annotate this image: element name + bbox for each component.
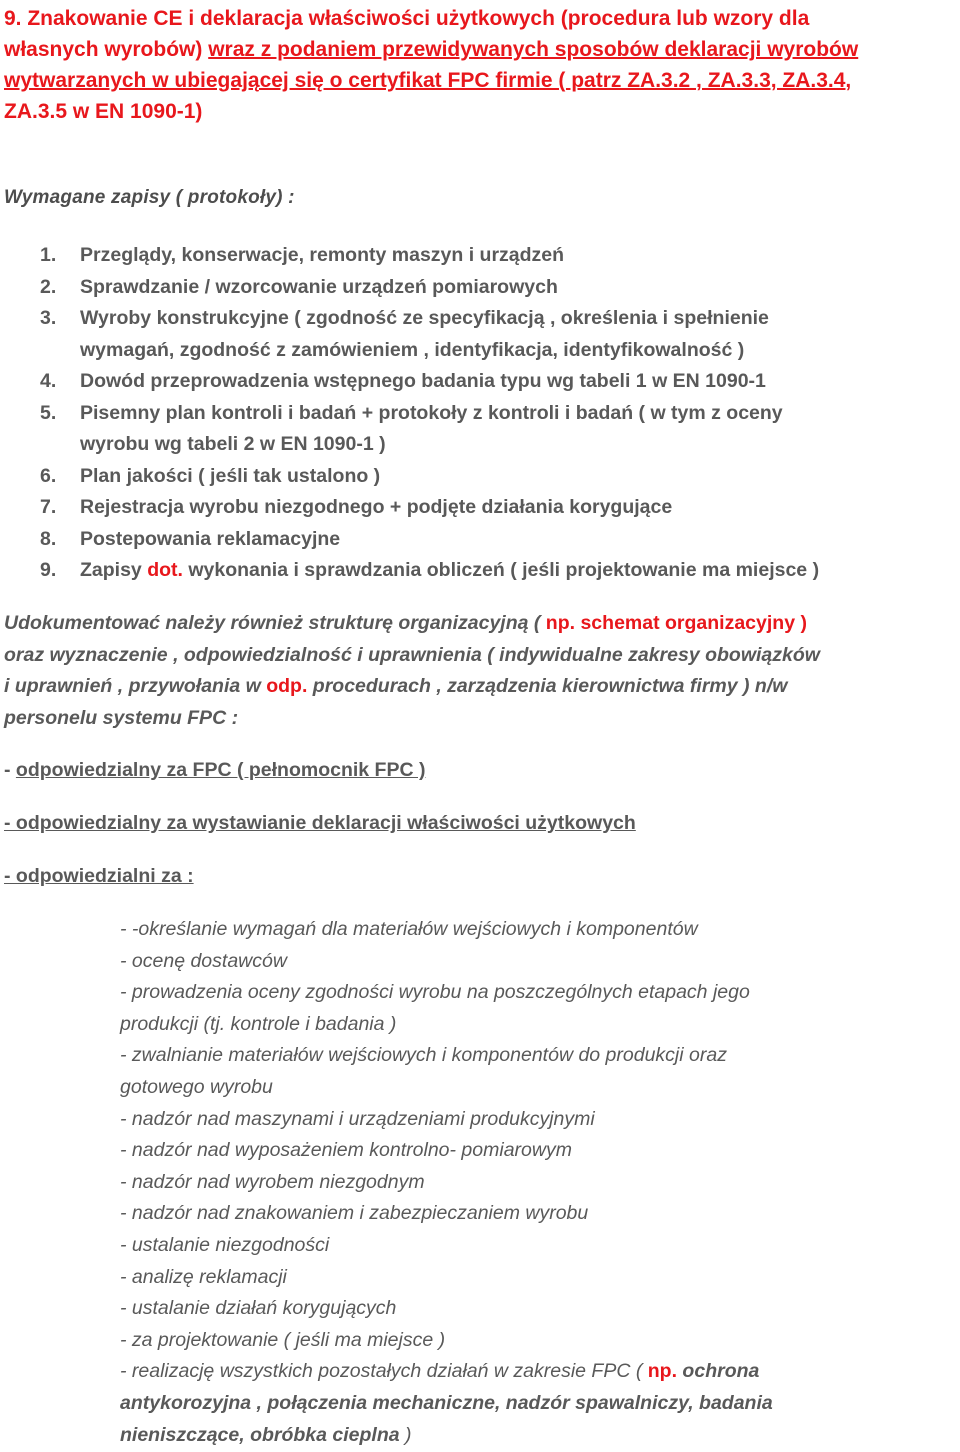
duty-item: - nadzór nad wyrobem niezgodnym — [120, 1170, 425, 1193]
duty-item-last — [120, 1356, 950, 1388]
duty-item: - zwalnianie materiałów wejściowych i komponentów do produkcji oraz — [120, 1044, 727, 1067]
duty-item: - -określanie wymagań dla materiałów wejściowych i komponentów — [120, 918, 698, 940]
duty-item: - nadzór nad wyposażeniem kontrolno- pomiarowym — [120, 1139, 572, 1162]
record-item-7 — [0, 492, 819, 524]
record-number: 3. — [40, 307, 57, 329]
record-item-6 — [0, 461, 819, 493]
record-number: 9. — [40, 559, 57, 581]
record-text: Przeglądy, konserwacje, remonty maszyn i urządzeń — [80, 244, 565, 266]
paragraph-text: Udokumentować należy również strukturę organizacyjną ( — [4, 612, 546, 634]
record-text: Dowód przeprowadzenia wstępnego badania typu wg tabeli 1 w EN 1090-1 — [80, 370, 766, 392]
record-abbrev: dot. — [147, 559, 183, 581]
role-text: - odpowiedzialni za : — [4, 865, 194, 887]
heading-line-1: 9. Znakowanie CE i deklaracja właściwości użytkowych (procedura lub wzory dla — [4, 7, 810, 30]
record-number: 8. — [40, 527, 57, 550]
duty-text-bold: ochrona — [677, 1360, 760, 1383]
role-text: odpowiedzialny za FPC ( pełnomocnik FPC ) — [15, 759, 426, 781]
role-text: - odpowiedzialny za wystawianie deklaracji właściwości użytkowych — [4, 812, 636, 834]
record-item-2 — [0, 272, 819, 304]
record-item-4 — [0, 366, 819, 398]
record-text: Zapisy — [80, 559, 148, 581]
duty-item: - za projektowanie ( jeśli ma miejsce ) — [120, 1328, 446, 1351]
duty-item: - analizę reklamacji — [120, 1265, 287, 1288]
paragraph-line-2: oraz wyznaczenie , odpowiedzialność i uprawnienia ( indywidualne zakresy obowiązków — [4, 643, 820, 666]
record-item-5 — [0, 398, 819, 461]
duty-abbrev: np. — [647, 1360, 678, 1383]
record-text: Sprawdzanie / wzorcowanie urządzeń pomiarowych — [80, 275, 558, 298]
duty-item: - ocenę dostawców — [120, 949, 287, 972]
paragraph-line-3 — [4, 671, 959, 703]
role-dash: - — [4, 759, 16, 781]
paragraph-abbrev: odp. — [266, 675, 308, 697]
heading-line-2-underlined: wraz z podaniem przewidywanych sposobów deklaracji wyrobów — [208, 38, 859, 61]
duty-item-last-cont: antykorozyjna , połączenia mechaniczne, nadzór spawalniczy, badania — [120, 1391, 773, 1414]
duty-text-end: ) — [399, 1423, 412, 1446]
record-text-rest: wykonania i sprawdzania obliczeń ( jeśli projektowanie ma miejsce ) — [182, 559, 820, 581]
duty-text-bold: nieniszczące, obróbka cieplna — [120, 1423, 400, 1446]
heading-line-4: ZA.3.5 w EN 1090-1) — [4, 100, 203, 123]
record-number: 7. — [40, 496, 57, 518]
duties-list — [120, 914, 950, 1451]
duty-item: - ustalanie działań korygujących — [120, 1297, 397, 1320]
record-number: 2. — [40, 275, 57, 298]
paragraph-abbrev: np. — [545, 612, 576, 634]
role-responsible-for — [4, 865, 194, 888]
duty-text: - realizację wszystkich pozostałych działań w zakresie FPC ( — [120, 1360, 648, 1383]
record-text-cont: wymagań, zgodność z zamówieniem , identyfikacja, identyfikowalność ) — [80, 338, 745, 361]
duty-item: - prowadzenia oceny zgodności wyrobu na poszczególnych etapach jego — [120, 981, 750, 1004]
organization-paragraph — [4, 608, 959, 734]
record-item-9 — [0, 555, 819, 587]
duty-item-cont: produkcji (tj. kontrole i badania ) — [120, 1012, 397, 1035]
paragraph-line-4: personelu systemu FPC : — [4, 706, 239, 729]
heading-line-3: wytwarzanych w ubiegającej się o certyfikat FPC firmie ( patrz ZA.3.2 , ZA.3.3, ZA.3.4, — [4, 69, 852, 92]
duty-item: - nadzór nad znakowaniem i zabezpieczaniem wyrobu — [120, 1202, 589, 1225]
role-fpc-representative — [4, 759, 425, 782]
paragraph-text-rest: procedurach , zarządzenia kierownictwa firmy ) n/w — [307, 675, 788, 697]
paragraph-text: i uprawnień , przywołania w — [4, 675, 267, 697]
record-item-3 — [0, 303, 819, 366]
record-number: 4. — [40, 370, 57, 392]
record-text: Postepowania reklamacyjne — [80, 527, 341, 550]
duty-item: - ustalanie niezgodności — [120, 1233, 330, 1256]
record-text: Rejestracja wyrobu niezgodnego + podjęte działania korygujące — [80, 496, 673, 518]
required-records-subtitle: Wymagane zapisy ( protokoły) : — [4, 187, 295, 208]
paragraph-text-red: schemat organizacyjny ) — [575, 612, 807, 634]
heading-line-2-prefix: własnych wyrobów) — [4, 38, 209, 61]
duty-item-last-end — [120, 1420, 950, 1452]
heading-line-2 — [4, 34, 954, 65]
records-list — [0, 240, 819, 587]
record-number: 6. — [40, 464, 57, 487]
duty-item-cont: gotowego wyrobu — [120, 1075, 273, 1098]
role-declaration-issuer — [4, 812, 636, 835]
duty-item: - nadzór nad maszynami i urządzeniami produkcyjnymi — [120, 1107, 595, 1130]
paragraph-line-1 — [4, 608, 959, 640]
record-item-8 — [0, 524, 819, 556]
record-text-cont: wyrobu wg tabeli 2 w EN 1090-1 ) — [80, 433, 386, 455]
record-number: 5. — [40, 401, 57, 424]
record-text: Pisemny plan kontroli i badań + protokoły z kontroli i badań ( w tym z oceny — [80, 401, 783, 424]
record-text: Wyroby konstrukcyjne ( zgodność ze specyfikacją , określenia i spełnienie — [80, 307, 769, 329]
section-heading — [4, 3, 954, 127]
record-item-1 — [0, 240, 819, 272]
record-number: 1. — [40, 244, 57, 266]
record-text: Plan jakości ( jeśli tak ustalono ) — [80, 464, 381, 487]
